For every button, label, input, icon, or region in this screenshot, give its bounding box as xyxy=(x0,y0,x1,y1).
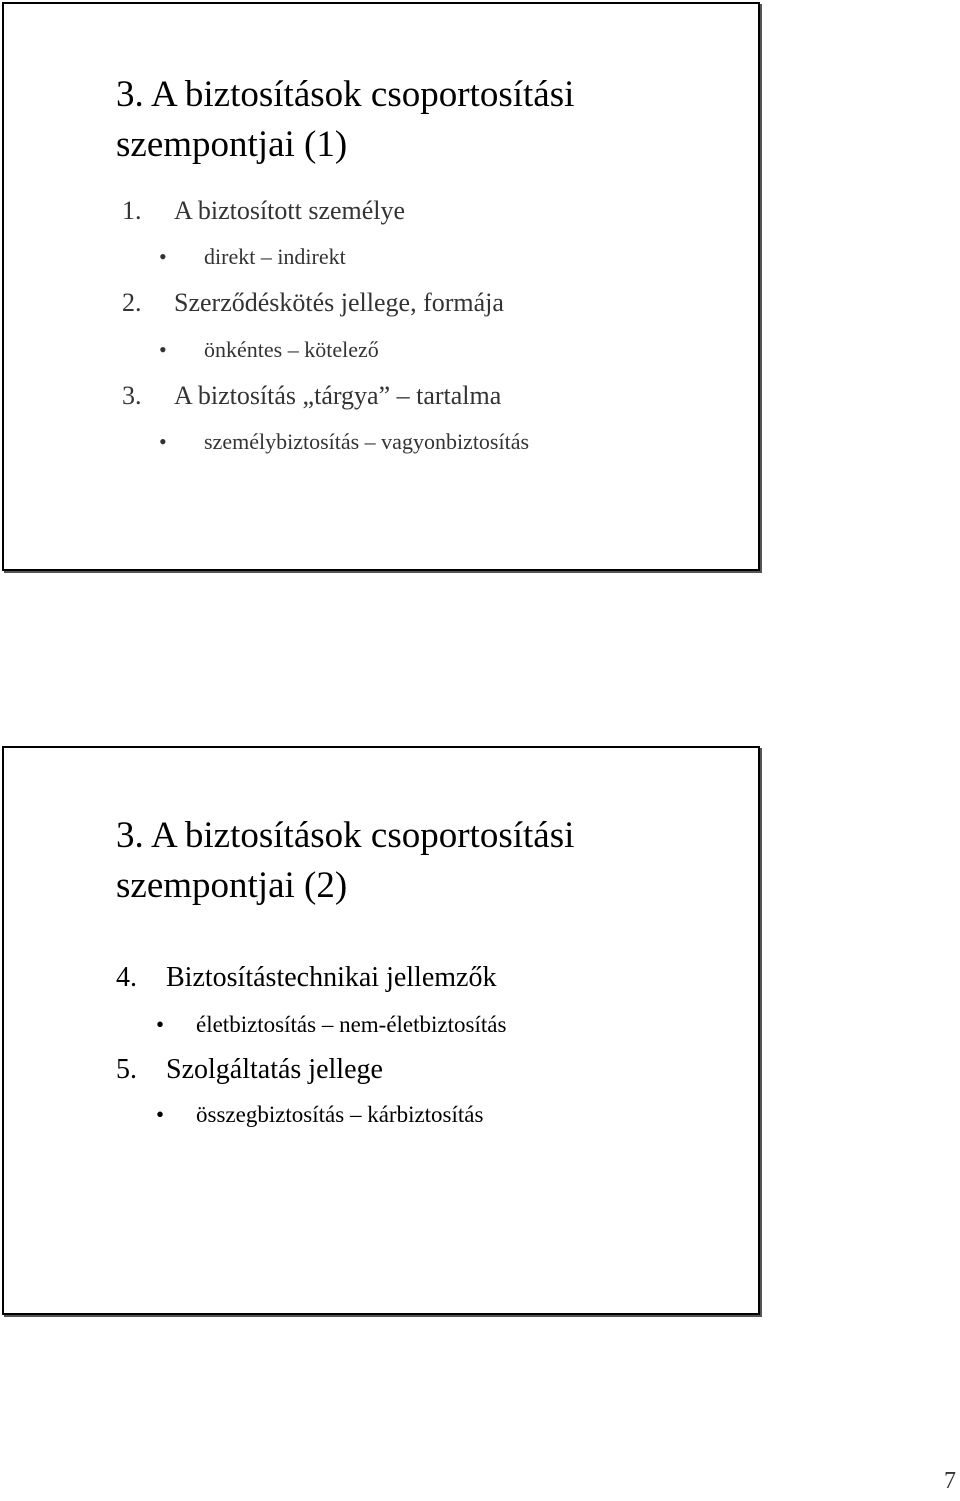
sub-item: önkéntes – kötelező xyxy=(204,337,379,362)
slide-2 xyxy=(2,746,760,1315)
sub-item: összegbiztosítás – kárbiztosítás xyxy=(196,1102,484,1127)
list-item: Szerződéskötés jellege, formája xyxy=(174,288,504,317)
slide-title xyxy=(116,811,574,911)
bullet-icon: • xyxy=(156,1102,165,1127)
bullet-icon: • xyxy=(159,429,167,454)
item-number: 1. xyxy=(122,196,142,225)
slide-title xyxy=(116,70,574,170)
slide-title-line2: szempontjai (2) xyxy=(116,865,348,906)
sub-item: direkt – indirekt xyxy=(204,244,346,269)
slide-title-line2: szempontjai (1) xyxy=(116,124,348,165)
list-item: A biztosítás „tárgya” – tartalma xyxy=(174,381,502,410)
list-item: Biztosítástechnikai jellemzők xyxy=(166,962,497,993)
slide-title-line1: 3. A biztosítások csoportosítási xyxy=(116,815,575,856)
sub-item: életbiztosítás – nem-életbiztosítás xyxy=(196,1012,507,1037)
slide-title-line1: 3. A biztosítások csoportosítási xyxy=(116,74,575,115)
page-number: 7 xyxy=(944,1468,956,1494)
item-number: 4. xyxy=(116,962,137,993)
item-number: 3. xyxy=(122,381,142,410)
bullet-icon: • xyxy=(159,337,167,362)
sub-item: személybiztosítás – vagyonbiztosítás xyxy=(204,429,530,454)
slide-1 xyxy=(2,2,760,571)
item-number: 5. xyxy=(116,1054,137,1085)
item-number: 2. xyxy=(122,288,142,317)
list-item: Szolgáltatás jellege xyxy=(166,1054,383,1085)
bullet-icon: • xyxy=(159,244,167,269)
list-item: A biztosított személye xyxy=(174,196,406,225)
bullet-icon: • xyxy=(156,1012,165,1037)
